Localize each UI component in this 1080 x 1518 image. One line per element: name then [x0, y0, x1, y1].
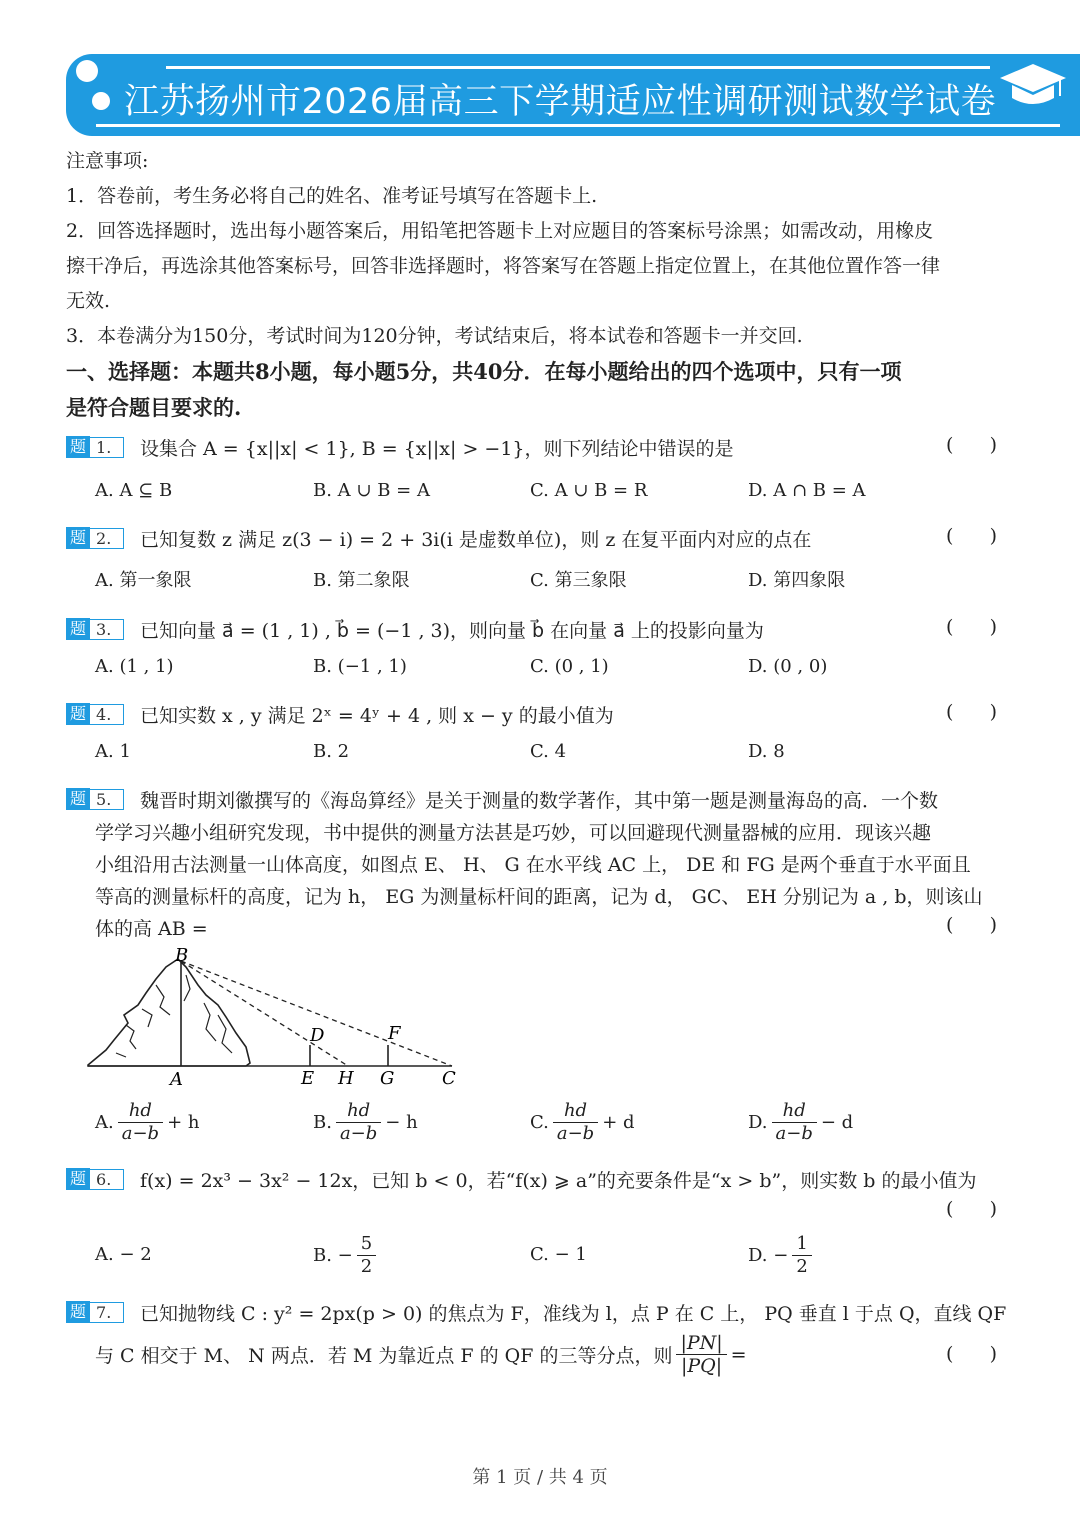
graduation-cap-icon — [998, 58, 1068, 114]
banner-bottom-line — [96, 124, 1060, 127]
q2-option-d: D. 第四象限 — [748, 570, 846, 591]
answer-paren: ( ) — [946, 1198, 998, 1220]
question-number: 5. — [90, 789, 124, 810]
question-7-line-2 — [95, 1332, 747, 1377]
frac-den: a−b — [339, 1123, 378, 1144]
question-tag-3 — [66, 618, 124, 640]
answer-paren: ( ) — [946, 616, 998, 638]
question-number: 7. — [90, 1302, 124, 1323]
q3-option-d: D. (0 , 0) — [748, 656, 828, 677]
q7-equals: = — [730, 1343, 747, 1366]
q2-option-a: A. 第一象限 — [95, 570, 192, 591]
q6-option-c: C. − 1 — [530, 1244, 587, 1265]
q2-option-b: B. 第二象限 — [313, 570, 410, 591]
section-heading-line-1: 一、选择题：本题共8小题，每小题5分，共40分．在每小题给出的四个选项中，只有一项 — [66, 359, 902, 384]
point-label-g: G — [380, 1068, 395, 1089]
q6-option-d-letter: D. − — [748, 1245, 789, 1266]
notice-heading: 注意事项: — [66, 150, 149, 172]
q5-option-c — [530, 1100, 635, 1145]
point-label-e: E — [301, 1068, 315, 1089]
question-4-text: 已知实数 x , y 满足 2ˣ = 4ʸ + 4 , 则 x − y 的最小值为 — [140, 705, 614, 727]
banner-top-line — [166, 66, 990, 69]
question-number: 1. — [90, 437, 124, 458]
q5-option-d — [748, 1100, 853, 1145]
q7-ratio-fraction — [676, 1332, 726, 1377]
q6-option-a: A. − 2 — [95, 1244, 152, 1265]
question-6-text: f(x) = 2x³ − 3x² − 12x，已知 b < 0，若“f(x) ⩾ a”的充要条件是“x > b”，则实数 b 的最小值为 — [140, 1170, 977, 1192]
banner-dot-small — [92, 92, 110, 110]
question-tag-label: 题 — [66, 703, 90, 725]
q5-option-c-tail: + d — [602, 1112, 635, 1133]
question-tag-2 — [66, 527, 124, 549]
question-number: 4. — [90, 704, 124, 725]
question-tag-label: 题 — [66, 618, 90, 640]
q3-option-c: C. (0 , 1) — [530, 656, 609, 677]
q4-option-d: D. 8 — [748, 741, 785, 762]
question-5-line-1: 魏晋时期刘徽撰写的《海岛算经》是关于测量的数学著作，其中第一题是测量海岛的高．一个数 — [140, 790, 939, 812]
answer-paren: ( ) — [946, 434, 998, 456]
frac-num: hd — [772, 1100, 817, 1123]
notice-line-2c: 无效. — [66, 290, 111, 312]
q4-option-a: A. 1 — [95, 741, 131, 762]
point-label-h: H — [338, 1068, 354, 1089]
q4-option-b: B. 2 — [313, 741, 350, 762]
q2-option-c: C. 第三象限 — [530, 570, 627, 591]
question-2-text: 已知复数 z 满足 z(3 − i) = 2 + 3i(i 是虚数单位)，则 z 在复平面内对应的点在 — [140, 529, 812, 551]
mountain-measurement-figure — [86, 945, 466, 1090]
point-label-b: B — [175, 945, 189, 966]
banner-dot-large — [76, 60, 98, 82]
frac-num: 5 — [357, 1233, 376, 1256]
notice-line-3: 3．本卷满分为150分，考试时间为120分钟，考试结束后，将本试卷和答题卡一并交回. — [66, 325, 803, 347]
question-3-text: 已知向量 a⃗ = (1 , 1) , b⃗ = (−1 , 3)，则向量 b⃗ 在向量 a⃗ 上的投影向量为 — [140, 620, 764, 642]
question-tag-label: 题 — [66, 1168, 90, 1190]
q5-option-a-fraction — [118, 1100, 163, 1145]
question-7-line-2-text: 与 C 相交于 M、 N 两点．若 M 为靠近点 F 的 QF 的三等分点，则 — [95, 1345, 673, 1367]
section-heading-line-2: 是符合题目要求的. — [66, 395, 242, 420]
q5-option-b — [313, 1100, 418, 1145]
frac-den: 2 — [360, 1256, 373, 1277]
q5-option-d-tail: − d — [820, 1112, 854, 1133]
q3-option-a: A. (1 , 1) — [95, 656, 174, 677]
question-7-line-1: 已知抛物线 C : y² = 2px(p > 0) 的焦点为 F，准线为 l，点 P 在 C 上， PQ 垂直 l 于点 Q，直线 QF — [140, 1303, 1007, 1325]
question-tag-1 — [66, 436, 124, 458]
q5-option-a — [95, 1100, 199, 1145]
frac-num: |PN| — [676, 1332, 726, 1355]
question-tag-6 — [66, 1168, 124, 1190]
q1-option-b: B. A ∪ B = A — [313, 480, 430, 501]
frac-den: 2 — [796, 1256, 808, 1277]
frac-num: hd — [336, 1100, 381, 1123]
notice-line-1: 1．答卷前，考生务必将自己的姓名、准考证号填写在答题卡上. — [66, 185, 598, 207]
q5-option-d-letter: D. — [748, 1112, 768, 1133]
question-tag-label: 题 — [66, 1301, 90, 1323]
frac-num: hd — [553, 1100, 598, 1123]
page-title: 江苏扬州市2026届高三下学期适应性调研测试数学试卷 — [124, 82, 997, 122]
question-5-line-2: 学学习兴趣小组研究发现，书中提供的测量方法甚是巧妙，可以回避现代测量器械的应用．现该兴趣 — [95, 822, 932, 844]
question-1-text: 设集合 A = {x||x| < 1}, B = {x||x| > −1}，则下列结论中错误的是 — [140, 438, 734, 460]
frac-den: |PQ| — [680, 1355, 723, 1377]
q5-option-a-letter: A. — [95, 1112, 114, 1133]
answer-paren: ( ) — [946, 914, 998, 936]
q5-option-b-letter: B. — [313, 1112, 332, 1133]
point-label-f: F — [388, 1023, 401, 1044]
question-tag-label: 题 — [66, 436, 90, 458]
question-tag-label: 题 — [66, 527, 90, 549]
question-5-line-5: 体的高 AB = — [95, 918, 208, 940]
q6-option-d-fraction — [792, 1233, 811, 1278]
notice-line-2a: 2．回答选择题时，选出每小题答案后，用铅笔把答题卡上对应题目的答案标号涂黑；如需改动，用橡皮 — [66, 220, 934, 242]
point-label-c: C — [442, 1068, 456, 1089]
question-number: 3. — [90, 619, 124, 640]
question-tag-4 — [66, 703, 124, 725]
answer-paren: ( ) — [946, 525, 998, 547]
q5-option-b-fraction — [336, 1100, 381, 1145]
q5-option-a-tail: + h — [167, 1112, 200, 1133]
question-5-line-4: 等高的测量标杆的高度，记为 h， EG 为测量标杆间的距离，记为 d， GC、 EH 分别记为 a , b，则该山 — [95, 886, 983, 908]
frac-num: 1 — [792, 1233, 811, 1256]
notice-line-2b: 擦干净后，再选涂其他答案标号，回答非选择题时，将答案写在答题上指定位置上，在其他位置作答一律 — [66, 255, 941, 277]
q1-option-a: A. A ⊆ B — [95, 480, 173, 501]
title-banner — [66, 54, 1080, 136]
question-tag-5 — [66, 788, 124, 810]
frac-den: a−b — [556, 1123, 595, 1144]
q5-option-b-tail: − h — [385, 1112, 418, 1133]
frac-den: a−b — [775, 1123, 813, 1144]
q6-option-b-fraction — [357, 1233, 376, 1278]
page-footer: 第 1 页 / 共 4 页 — [472, 1467, 608, 1488]
q5-option-d-fraction — [772, 1100, 817, 1145]
question-tag-7 — [66, 1301, 124, 1323]
point-label-a: A — [170, 1069, 183, 1090]
q5-option-c-letter: C. — [530, 1112, 549, 1133]
q3-option-b: B. (−1 , 1) — [313, 656, 407, 677]
question-5-line-3: 小组沿用古法测量一山体高度，如图点 E、 H、 G 在水平线 AC 上， DE 和 FG 是两个垂直于水平面且 — [95, 854, 971, 876]
answer-paren: ( ) — [946, 701, 998, 723]
question-tag-label: 题 — [66, 788, 90, 810]
answer-paren: ( ) — [946, 1343, 998, 1365]
point-label-d: D — [310, 1025, 325, 1046]
q4-option-c: C. 4 — [530, 741, 567, 762]
q1-option-d: D. A ∩ B = A — [748, 480, 866, 501]
frac-num: hd — [118, 1100, 163, 1123]
question-number: 2. — [90, 528, 124, 549]
q6-option-b — [313, 1233, 380, 1278]
question-number: 6. — [90, 1169, 124, 1190]
frac-den: a−b — [121, 1123, 160, 1144]
q6-option-d — [748, 1233, 816, 1278]
q1-option-c: C. A ∪ B = R — [530, 480, 648, 501]
q6-option-b-letter: B. − — [313, 1245, 353, 1266]
q5-option-c-fraction — [553, 1100, 598, 1145]
